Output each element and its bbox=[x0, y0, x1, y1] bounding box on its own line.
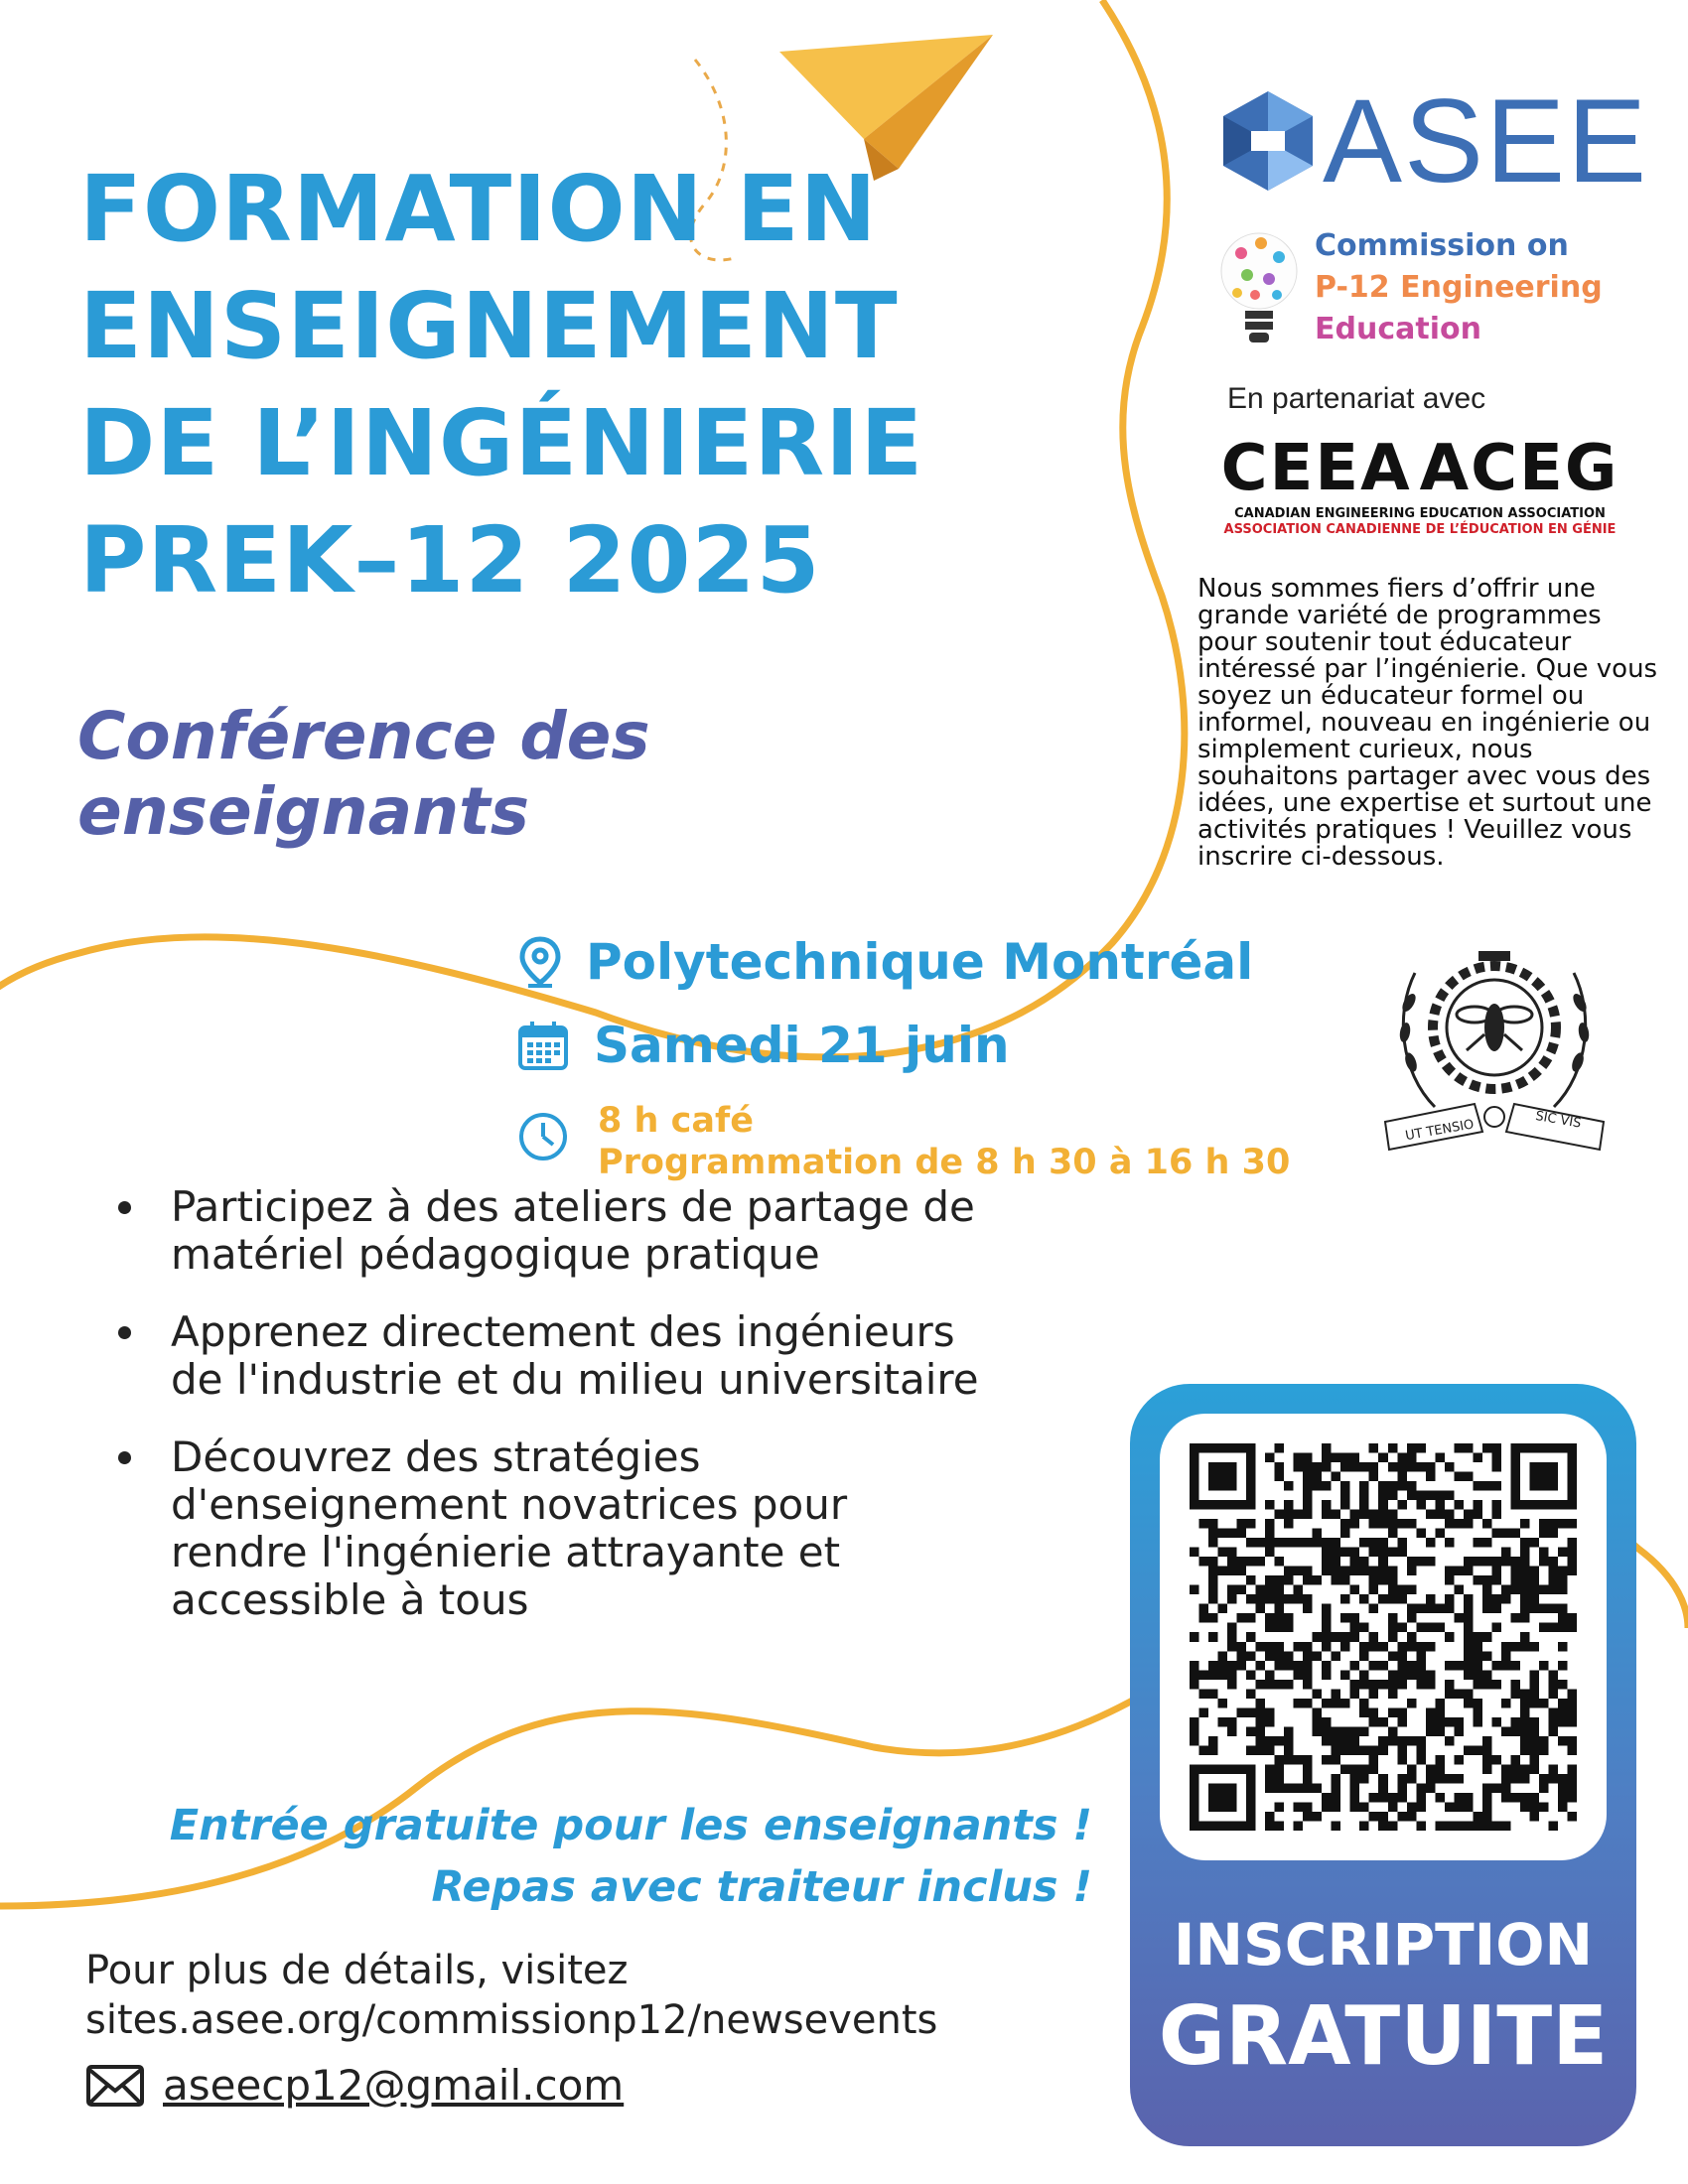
qr-modules bbox=[1190, 1443, 1577, 1831]
ceea-english: CANADIAN ENGINEERING EDUCATION ASSOCIATION bbox=[1234, 506, 1606, 521]
free-entry-line-2: Repas avec traiteur inclus ! bbox=[431, 1862, 1092, 1912]
asee-wordmark: ASEE bbox=[1323, 74, 1649, 207]
title-line-2: ENSEIGNEMENT bbox=[79, 273, 899, 379]
commission-logo bbox=[1219, 223, 1603, 352]
svg-text:UT TENSIO: UT TENSIO bbox=[1404, 1117, 1476, 1145]
qr-code[interactable] bbox=[1160, 1414, 1607, 1860]
schedule-text: Programmation de 8 h 30 à 16 h 30 bbox=[598, 1143, 1291, 1182]
qr-code-icon bbox=[1190, 1443, 1577, 1831]
subtitle-line-1: Conférence des bbox=[77, 698, 650, 774]
benefit-item: • Apprenez directement des ingénieurs de l'industrie et du milieu universitaire bbox=[151, 1308, 993, 1404]
asee-logo bbox=[1213, 74, 1649, 207]
benefit-item: • Découvrez des stratégies d'enseignement novatrices pour rendre l'ingénierie attrayante et accessible à tous bbox=[151, 1433, 993, 1624]
location-row bbox=[516, 933, 1290, 991]
registration-line-2: GRATUITE bbox=[1158, 1989, 1609, 2084]
intro-paragraph: Nous sommes fiers d’offrir une grande variété de programmes pour soutenir tout éducateur intéressé par l’ingénierie. Que vous soyez un éducateur formel ou informel, nouveau en ingénierie ou simplement curieux, nous souhaitons partager avec vous des idées, une expertise et surtout une activités pratiques ! Veuillez vous inscrire ci-dessous. bbox=[1197, 574, 1658, 872]
registration-line-1: INSCRIPTION bbox=[1173, 1911, 1594, 1979]
title-line-1: FORMATION EN bbox=[79, 156, 878, 262]
details-line: Pour plus de détails, visitez bbox=[85, 1948, 629, 1993]
subtitle-line-2: enseignants bbox=[77, 773, 530, 850]
details-url[interactable]: sites.asee.org/commissionp12/newsevents bbox=[85, 1997, 938, 2043]
coffee-text: 8 h café bbox=[598, 1101, 754, 1141]
seal-emblem-icon bbox=[1375, 933, 1614, 1166]
clock-icon bbox=[516, 1110, 570, 1163]
commission-line-1: Commission on bbox=[1315, 228, 1569, 263]
partner-label: En partenariat avec bbox=[1227, 382, 1486, 415]
location-text: Polytechnique Montréal bbox=[586, 933, 1254, 991]
location-pin-icon bbox=[516, 935, 564, 989]
ceea-french: ASSOCIATION CANADIENNE DE L’ÉDUCATION EN GÉNIE bbox=[1223, 522, 1617, 537]
ceea-aceg-logo bbox=[1220, 432, 1619, 538]
title-line-4: PREK–12 2025 bbox=[79, 507, 821, 614]
email-row bbox=[85, 2061, 624, 2110]
svg-text:SIC VIS: SIC VIS bbox=[1534, 1108, 1583, 1132]
main-title bbox=[79, 151, 923, 619]
email-link[interactable]: aseecp12@gmail.com bbox=[163, 2061, 625, 2110]
asee-hexagon-icon bbox=[1213, 86, 1323, 196]
mail-icon bbox=[85, 2064, 145, 2108]
event-info bbox=[516, 933, 1290, 1183]
date-text: Samedi 21 juin bbox=[594, 1017, 1010, 1074]
date-row bbox=[516, 1017, 1290, 1074]
lightbulb-icon bbox=[1219, 223, 1299, 352]
ceea-wordmark: CEEA bbox=[1220, 432, 1412, 505]
commission-line-2: P-12 Engineering bbox=[1315, 270, 1603, 305]
commission-line-3: Education bbox=[1315, 312, 1481, 346]
time-row bbox=[516, 1100, 1290, 1183]
title-line-3: DE L’INGÉNIERIE bbox=[79, 390, 924, 496]
time-text bbox=[598, 1100, 1290, 1183]
details-block bbox=[85, 1946, 937, 2045]
benefits-list bbox=[99, 1183, 993, 1654]
subtitle bbox=[77, 699, 650, 850]
aceg-wordmark: ACEG bbox=[1419, 432, 1619, 505]
benefit-item: • Participez à des ateliers de partage de matériel pédagogique pratique bbox=[151, 1183, 993, 1279]
free-entry-line-1: Entrée gratuite pour les enseignants ! bbox=[169, 1801, 1092, 1850]
registration-card[interactable] bbox=[1130, 1384, 1636, 2146]
commission-text bbox=[1315, 225, 1603, 350]
polytechnique-seal bbox=[1375, 933, 1614, 1171]
free-entry bbox=[60, 1795, 1092, 1918]
calendar-icon bbox=[516, 1019, 570, 1072]
